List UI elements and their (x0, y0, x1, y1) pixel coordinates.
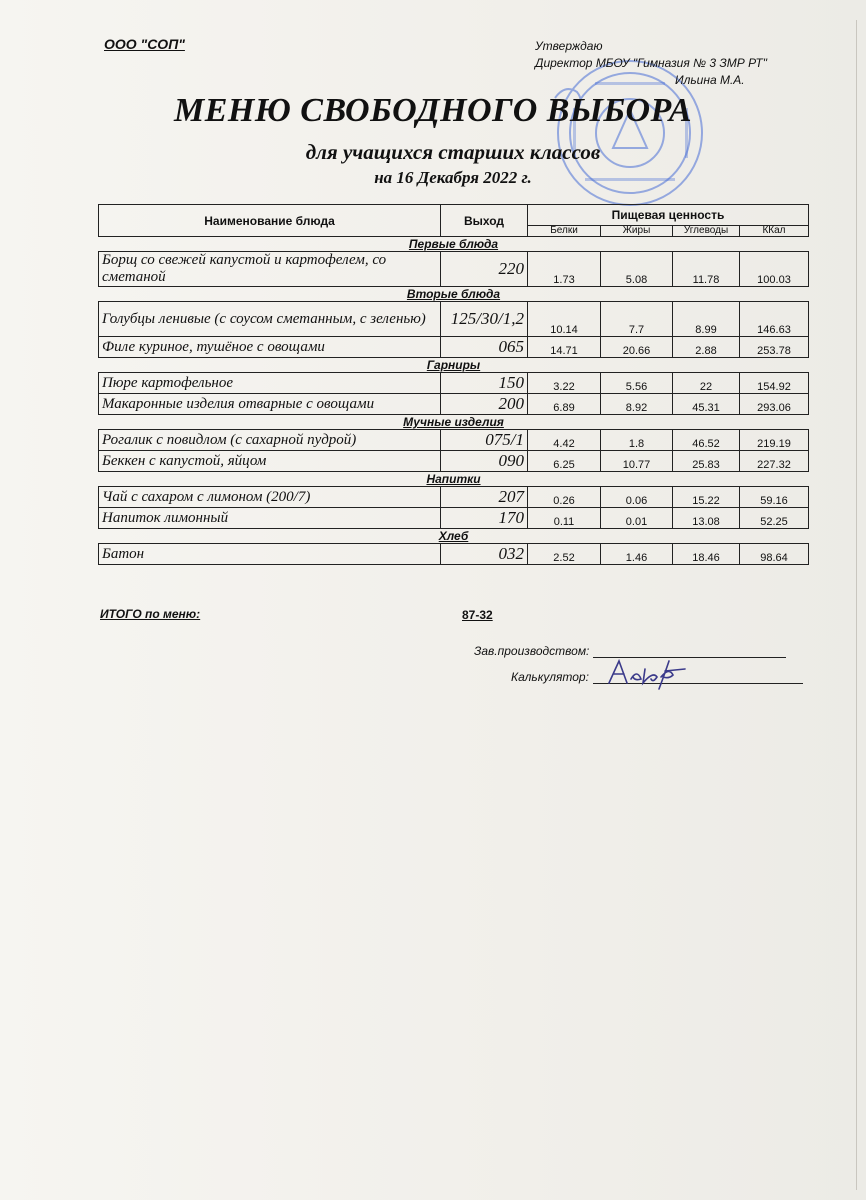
calculator-signature-line (511, 667, 807, 684)
kcal-value: 227.32 (740, 451, 809, 472)
category-label: Гарниры (426, 358, 481, 372)
dish-output: 032 (441, 544, 528, 565)
dish-name: Филе куриное, тушёное с овощами (99, 337, 441, 358)
carbs-value: 45.31 (673, 394, 740, 415)
dish-name: Чай с сахаром с лимоном (200/7) (99, 487, 441, 508)
carbs-value: 22 (673, 373, 740, 394)
category-label: Напитки (426, 472, 481, 486)
approval-title: Утверждаю (535, 39, 603, 53)
fat-value: 0.06 (601, 487, 673, 508)
fat-value: 1.46 (601, 544, 673, 565)
page-title: МЕНЮ СВОБОДНОГО ВЫБОРА (174, 92, 692, 129)
handwritten-signature (603, 657, 693, 691)
category-row (99, 415, 809, 430)
menu-date: на 16 Декабря 2022 г. (374, 168, 532, 187)
category-label: Хлеб (438, 529, 469, 543)
category-row (99, 358, 809, 373)
protein-value: 2.52 (528, 544, 601, 565)
kcal-value: 98.64 (740, 544, 809, 565)
kcal-value: 154.92 (740, 373, 809, 394)
approval-block (535, 38, 795, 89)
kcal-value: 52.25 (740, 508, 809, 529)
total-label: ИТОГО по меню: (100, 607, 201, 621)
dish-output: 200 (441, 394, 528, 415)
dish-name: Макаронные изделия отварные с овощами (99, 394, 441, 415)
protein-value: 1.73 (528, 252, 601, 287)
production-label: Зав.производством: (474, 644, 590, 658)
dish-name: Голубцы ленивые (с соусом сметанным, с зеленью) (99, 302, 441, 337)
header-fat: Жиры (601, 226, 673, 237)
carbs-value: 46.52 (673, 430, 740, 451)
kcal-value: 219.19 (740, 430, 809, 451)
total-value: 87-32 (462, 608, 493, 622)
carbs-value: 2.88 (673, 337, 740, 358)
category-row (99, 237, 809, 252)
carbs-value: 15.22 (673, 487, 740, 508)
kcal-value: 146.63 (740, 302, 809, 337)
approval-name: Ильина М.А. (675, 73, 745, 87)
category-label: Мучные изделия (403, 415, 504, 429)
dish-output: 065 (441, 337, 528, 358)
company-name: ООО "СОП" (104, 36, 185, 52)
fat-value: 1.8 (601, 430, 673, 451)
table-row (99, 337, 809, 358)
kcal-value: 59.16 (740, 487, 809, 508)
protein-value: 14.71 (528, 337, 601, 358)
header-kcal: ККал (740, 226, 809, 237)
table-row (99, 544, 809, 565)
carbs-value: 13.08 (673, 508, 740, 529)
table-row (99, 252, 809, 287)
category-label: Первые блюда (408, 237, 499, 251)
page-subtitle: для учащихся старших классов (305, 140, 601, 164)
menu-table (98, 204, 809, 565)
table-row (99, 487, 809, 508)
dish-output: 075/1 (441, 430, 528, 451)
carbs-value: 11.78 (673, 252, 740, 287)
fat-value: 7.7 (601, 302, 673, 337)
protein-value: 4.42 (528, 430, 601, 451)
header-dish: Наименование блюда (99, 205, 441, 237)
category-row (99, 287, 809, 302)
dish-name: Борщ со свежей капустой и картофелем, со сметаной (99, 252, 441, 287)
dish-output: 207 (441, 487, 528, 508)
header-protein: Белки (528, 226, 601, 237)
table-row (99, 508, 809, 529)
kcal-value: 293.06 (740, 394, 809, 415)
protein-value: 0.26 (528, 487, 601, 508)
dish-name: Напиток лимонный (99, 508, 441, 529)
kcal-value: 253.78 (740, 337, 809, 358)
page-edge (856, 20, 857, 1190)
fat-value: 5.08 (601, 252, 673, 287)
protein-value: 3.22 (528, 373, 601, 394)
table-row (99, 430, 809, 451)
category-row (99, 529, 809, 544)
dish-name: Батон (99, 544, 441, 565)
table-row (99, 302, 809, 337)
header-output: Выход (441, 205, 528, 237)
approval-position: Директор МБОУ "Гимназия № 3 ЗМР РТ" (535, 56, 768, 70)
protein-value: 6.89 (528, 394, 601, 415)
calculator-label: Калькулятор: (511, 670, 589, 684)
carbs-value: 25.83 (673, 451, 740, 472)
dish-output: 125/30/1,2 (441, 302, 528, 337)
table-row (99, 373, 809, 394)
table-row (99, 451, 809, 472)
signature-blank (593, 667, 803, 684)
category-label: Вторые блюда (406, 287, 501, 301)
fat-value: 0.01 (601, 508, 673, 529)
dish-output: 150 (441, 373, 528, 394)
dish-output: 220 (441, 252, 528, 287)
dish-output: 170 (441, 508, 528, 529)
protein-value: 6.25 (528, 451, 601, 472)
category-row (99, 472, 809, 487)
dish-name: Рогалик с повидлом (с сахарной пудрой) (99, 430, 441, 451)
header-carbs: Углеводы (673, 226, 740, 237)
fat-value: 10.77 (601, 451, 673, 472)
dish-output: 090 (441, 451, 528, 472)
fat-value: 5.56 (601, 373, 673, 394)
carbs-value: 8.99 (673, 302, 740, 337)
production-signature-line (474, 644, 790, 658)
table-row (99, 394, 809, 415)
fat-value: 8.92 (601, 394, 673, 415)
header-nutrition: Пищевая ценность (528, 205, 809, 226)
protein-value: 10.14 (528, 302, 601, 337)
dish-name: Беккен с капустой, яйцом (99, 451, 441, 472)
carbs-value: 18.46 (673, 544, 740, 565)
dish-name: Пюре картофельное (99, 373, 441, 394)
kcal-value: 100.03 (740, 252, 809, 287)
protein-value: 0.11 (528, 508, 601, 529)
fat-value: 20.66 (601, 337, 673, 358)
